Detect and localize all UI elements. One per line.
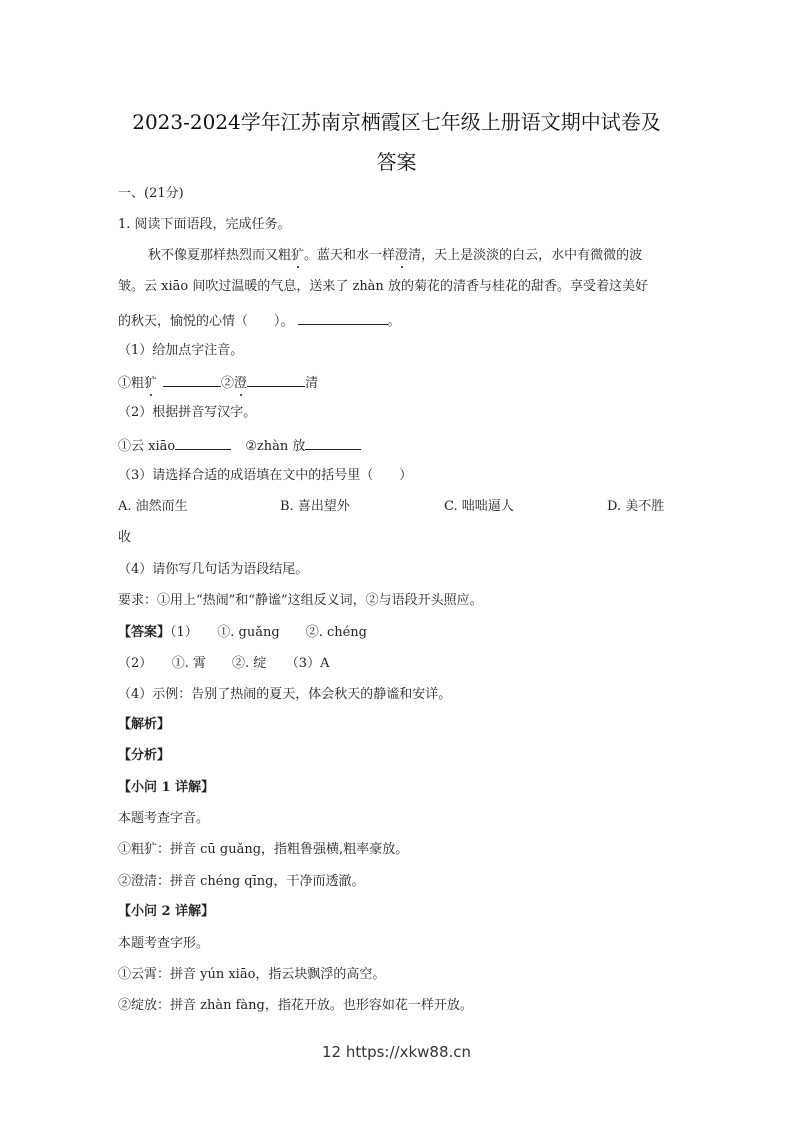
subquestion-2-items bbox=[118, 436, 361, 455]
requirement: 要求：①用上“热闹”和“静谧”这组反义词，②与语段开头照应。 bbox=[118, 593, 483, 608]
subquestion-1: （1）给加点字注音。 bbox=[118, 343, 244, 358]
answer-line-3: （4）示例：告别了热闹的夏天，体会秋天的静谧和安详。 bbox=[118, 687, 452, 702]
passage-text: 秋不像夏那样热烈而又粗 bbox=[148, 248, 292, 263]
detail-1-intro: 本题考查字音。 bbox=[118, 811, 210, 826]
options-row bbox=[118, 499, 678, 515]
detail-1-a: ①粗犷：拼音 cū guǎng，指粗鲁强横,粗率豪放。 bbox=[118, 842, 409, 857]
subquestion-2: （2）根据拼音写汉字。 bbox=[118, 405, 257, 420]
item-text: ①粗 bbox=[118, 376, 145, 391]
option-c: C. 咄咄逼人 bbox=[444, 499, 514, 514]
answer-blank[interactable] bbox=[305, 436, 361, 450]
passage-line-3 bbox=[118, 311, 401, 330]
detail-2-a: ①云霄：拼音 yún xiāo，指云块飘浮的高空。 bbox=[118, 967, 386, 982]
answer-text: （1） ①. guǎng ②. chéng bbox=[170, 625, 367, 640]
item-text: ②zhàn 放 bbox=[245, 439, 306, 454]
detail-2-label: 【小问 2 详解】 bbox=[118, 904, 215, 919]
passage-text: 。蓝天和水一样 bbox=[304, 248, 396, 263]
item-text: ② bbox=[221, 376, 235, 391]
dotted-char: 澄 bbox=[395, 248, 409, 263]
passage-line-2: 皱。云 xiāo 间吹过温暖的气息，送来了 zhàn 放的菊花的清香与桂花的甜香。享受着这美好 bbox=[118, 279, 648, 294]
dotted-char: 犷 bbox=[144, 376, 158, 391]
passage-text: 清，天上是淡淡的白云，水中有微微的波 bbox=[408, 248, 643, 263]
dotted-char: 犷 bbox=[291, 248, 305, 263]
analysis-label: 【解析】 bbox=[118, 717, 171, 732]
detail-2-intro: 本题考查字形。 bbox=[118, 936, 210, 951]
answer-blank[interactable] bbox=[175, 436, 231, 450]
page-footer: 12 https://xkw88.cn bbox=[321, 1043, 472, 1061]
subquestion-1-items bbox=[118, 373, 318, 392]
detail-1-label: 【小问 1 详解】 bbox=[118, 780, 215, 795]
answer-line-2: （2） ①. 霄 ②. 绽 （3）A bbox=[118, 656, 330, 671]
option-d-wrap: 收 bbox=[118, 530, 132, 545]
item-text: ①云 xiāo bbox=[118, 439, 176, 454]
option-b: B. 喜出望外 bbox=[280, 499, 350, 514]
answer-line-1 bbox=[118, 625, 367, 641]
fenxi-label: 【分析】 bbox=[118, 748, 171, 763]
document-title-line-2: 答案 bbox=[376, 150, 417, 174]
option-a: A. 油然而生 bbox=[118, 499, 188, 514]
question-1-prompt: 1. 阅读下面语段，完成任务。 bbox=[118, 217, 291, 232]
passage-text: 的秋天，愉悦的心情（ ）。 bbox=[118, 314, 294, 329]
passage-text: 。 bbox=[387, 314, 401, 329]
detail-2-b: ②绽放：拼音 zhàn fàng，指花开放。也形容如花一样开放。 bbox=[118, 998, 473, 1013]
option-d: D. 美不胜 bbox=[607, 499, 665, 514]
item-text: 清 bbox=[305, 376, 319, 391]
passage-line-1 bbox=[148, 248, 642, 264]
subquestion-3: （3）请选择合适的成语填在文中的括号里（ ） bbox=[118, 468, 413, 483]
dotted-char: 澄 bbox=[234, 376, 248, 391]
detail-1-b: ②澄清：拼音 chéng qīng，干净而透澈。 bbox=[118, 874, 365, 889]
document-title-line-1: 2023-2024学年江苏南京栖霞区七年级上册语文期中试卷及 bbox=[132, 110, 661, 134]
answer-blank[interactable] bbox=[298, 311, 388, 325]
section-heading: 一、(21分) bbox=[118, 186, 184, 201]
answer-label: 【答案】 bbox=[118, 625, 171, 640]
answer-blank[interactable] bbox=[247, 373, 305, 387]
subquestion-4: （4）请你写几句话为语段结尾。 bbox=[118, 562, 309, 577]
answer-blank[interactable] bbox=[163, 373, 221, 387]
